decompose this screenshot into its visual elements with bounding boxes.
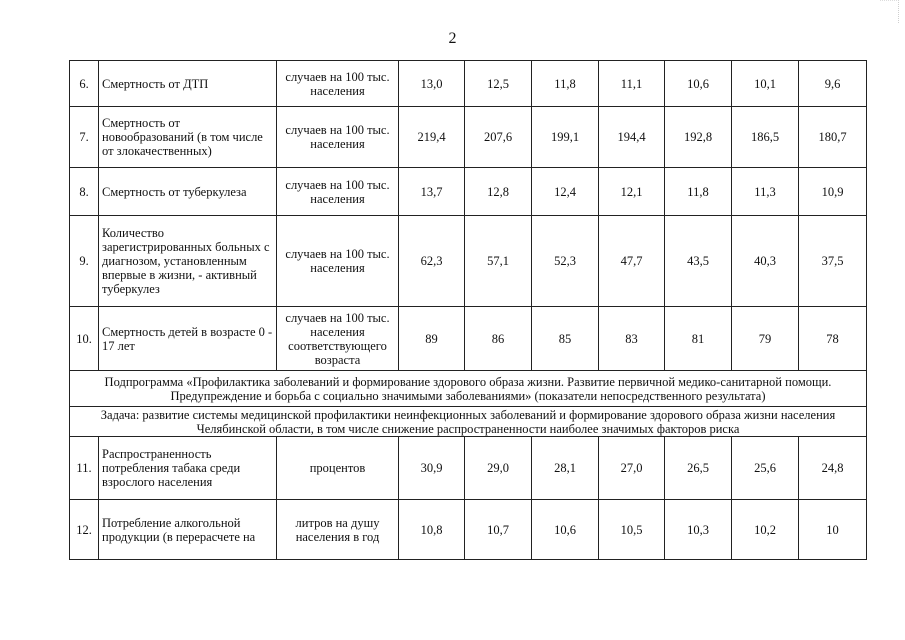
value-cell: 10,6 bbox=[532, 500, 599, 560]
unit-cell: случаев на 100 тыс. населения bbox=[277, 168, 399, 216]
value-cell: 57,1 bbox=[465, 216, 532, 307]
row-number: 11. bbox=[70, 437, 99, 500]
value-cell: 12,4 bbox=[532, 168, 599, 216]
value-cell: 10 bbox=[799, 500, 867, 560]
row-number: 7. bbox=[70, 107, 99, 168]
indicator-name: Потребление алкогольной продукции (в перерасчете на bbox=[99, 500, 277, 560]
value-cell: 199,1 bbox=[532, 107, 599, 168]
task-row bbox=[70, 407, 867, 437]
value-cell: 10,7 bbox=[465, 500, 532, 560]
value-cell: 180,7 bbox=[799, 107, 867, 168]
table-row bbox=[70, 437, 867, 500]
value-cell: 27,0 bbox=[599, 437, 665, 500]
table-row bbox=[70, 107, 867, 168]
value-cell: 9,6 bbox=[799, 61, 867, 107]
value-cell: 12,1 bbox=[599, 168, 665, 216]
value-cell: 192,8 bbox=[665, 107, 732, 168]
value-cell: 10,1 bbox=[732, 61, 799, 107]
value-cell: 89 bbox=[399, 307, 465, 371]
value-cell: 11,8 bbox=[665, 168, 732, 216]
value-cell: 219,4 bbox=[399, 107, 465, 168]
indicator-name: Смертность от туберкулеза bbox=[99, 168, 277, 216]
value-cell: 11,3 bbox=[732, 168, 799, 216]
indicator-name: Смертность от ДТП bbox=[99, 61, 277, 107]
value-cell: 86 bbox=[465, 307, 532, 371]
value-cell: 13,7 bbox=[399, 168, 465, 216]
value-cell: 29,0 bbox=[465, 437, 532, 500]
row-number: 9. bbox=[70, 216, 99, 307]
value-cell: 78 bbox=[799, 307, 867, 371]
value-cell: 10,2 bbox=[732, 500, 799, 560]
value-cell: 83 bbox=[599, 307, 665, 371]
value-cell: 11,8 bbox=[532, 61, 599, 107]
value-cell: 47,7 bbox=[599, 216, 665, 307]
value-cell: 10,6 bbox=[665, 61, 732, 107]
value-cell: 26,5 bbox=[665, 437, 732, 500]
value-cell: 10,9 bbox=[799, 168, 867, 216]
indicator-name: Смертность от новообразований (в том числе от злокачественных) bbox=[99, 107, 277, 168]
table-row bbox=[70, 307, 867, 371]
table-row bbox=[70, 61, 867, 107]
value-cell: 25,6 bbox=[732, 437, 799, 500]
scan-corner-mark bbox=[880, 0, 899, 23]
value-cell: 10,5 bbox=[599, 500, 665, 560]
value-cell: 81 bbox=[665, 307, 732, 371]
value-cell: 12,5 bbox=[465, 61, 532, 107]
indicator-name: Количество зарегистрированных больных с диагнозом, установленным впервые в жизни, - активный туберкулез bbox=[99, 216, 277, 307]
value-cell: 10,3 bbox=[665, 500, 732, 560]
value-cell: 12,8 bbox=[465, 168, 532, 216]
value-cell: 30,9 bbox=[399, 437, 465, 500]
value-cell: 79 bbox=[732, 307, 799, 371]
value-cell: 62,3 bbox=[399, 216, 465, 307]
value-cell: 10,8 bbox=[399, 500, 465, 560]
value-cell: 85 bbox=[532, 307, 599, 371]
value-cell: 207,6 bbox=[465, 107, 532, 168]
unit-cell: случаев на 100 тыс. населения bbox=[277, 216, 399, 307]
indicator-name: Смертность детей в возрасте 0 - 17 лет bbox=[99, 307, 277, 371]
value-cell: 11,1 bbox=[599, 61, 665, 107]
table-row bbox=[70, 168, 867, 216]
unit-cell: литров на душу населения в год bbox=[277, 500, 399, 560]
value-cell: 40,3 bbox=[732, 216, 799, 307]
unit-cell: случаев на 100 тыс. населения bbox=[277, 107, 399, 168]
indicator-name: Распространенность потребления табака среди взрослого населения bbox=[99, 437, 277, 500]
row-number: 8. bbox=[70, 168, 99, 216]
value-cell: 28,1 bbox=[532, 437, 599, 500]
value-cell: 194,4 bbox=[599, 107, 665, 168]
unit-cell: случаев на 100 тыс. населения соответствующего возраста bbox=[277, 307, 399, 371]
value-cell: 186,5 bbox=[732, 107, 799, 168]
value-cell: 37,5 bbox=[799, 216, 867, 307]
unit-cell: процентов bbox=[277, 437, 399, 500]
value-cell: 24,8 bbox=[799, 437, 867, 500]
unit-cell: случаев на 100 тыс. населения bbox=[277, 61, 399, 107]
task-heading: Задача: развитие системы медицинской профилактики неинфекционных заболеваний и формирование здорового образа жизни населения Челябинской области, в том числе снижение распространенности наиболее значимых факторов риска bbox=[70, 407, 867, 437]
indicator-table bbox=[69, 60, 867, 560]
table-row bbox=[70, 500, 867, 560]
page-number: 2 bbox=[448, 30, 457, 47]
subprogram-row bbox=[70, 371, 867, 407]
row-number: 12. bbox=[70, 500, 99, 560]
subprogram-heading: Подпрограмма «Профилактика заболеваний и формирование здорового образа жизни. Развитие первичной медико-санитарной помощи. Предупреждение и борьба с социально значимыми заболеваниями» (показатели непосредственного результата) bbox=[70, 371, 867, 407]
row-number: 10. bbox=[70, 307, 99, 371]
value-cell: 43,5 bbox=[665, 216, 732, 307]
value-cell: 13,0 bbox=[399, 61, 465, 107]
value-cell: 52,3 bbox=[532, 216, 599, 307]
row-number: 6. bbox=[70, 61, 99, 107]
table-row bbox=[70, 216, 867, 307]
